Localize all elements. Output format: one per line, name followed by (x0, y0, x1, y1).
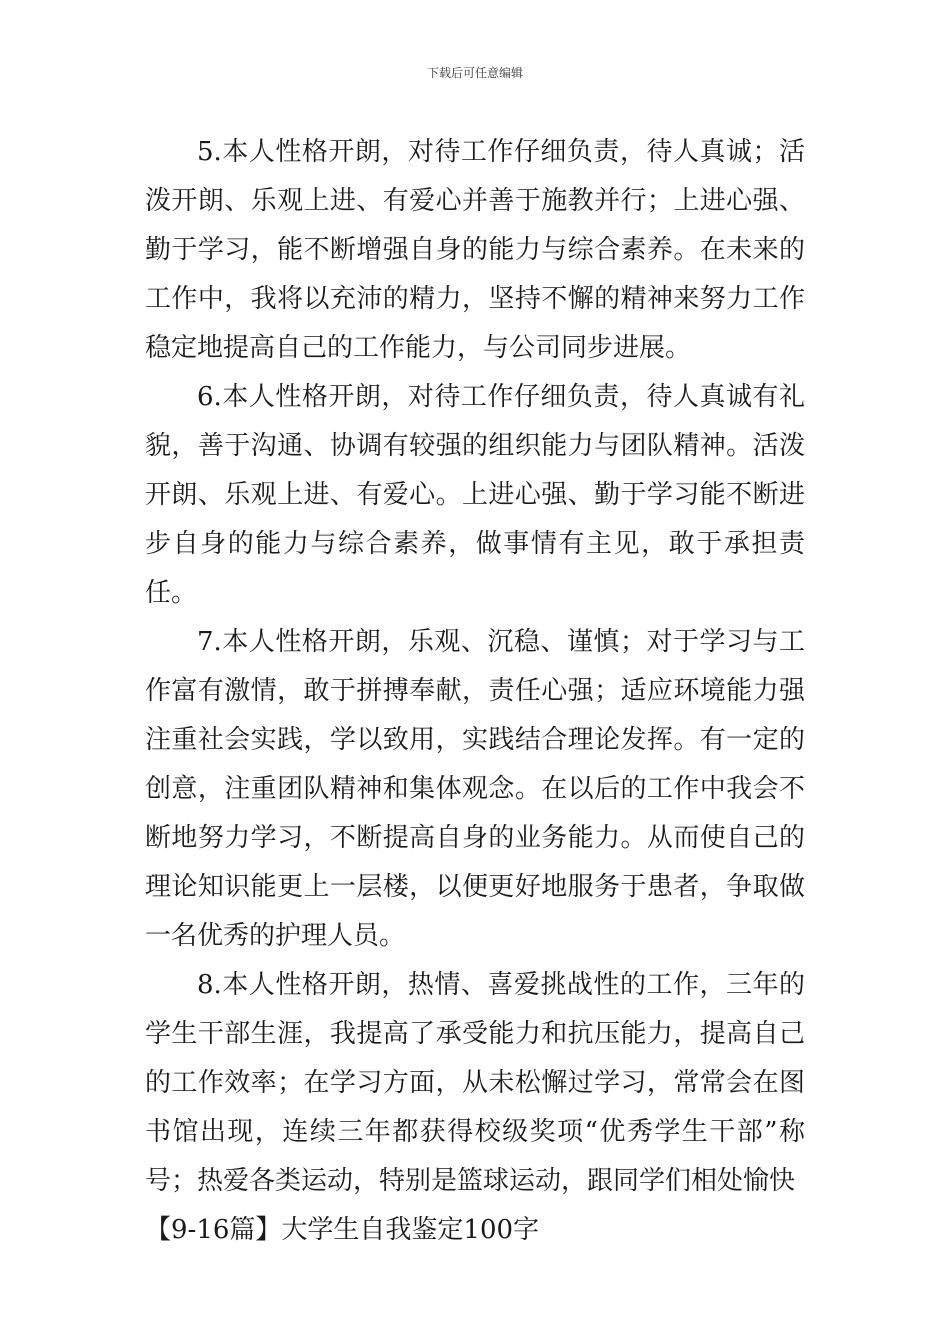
page-header: 下载后可任意编辑 (426, 66, 523, 80)
paragraph-6: 6.本人性格开朗，对待工作仔细负责，待人真诚有礼貌，善于沟通、协调有较强的组织能力与团队精神。活泼开朗、乐观上进、有爱心。上进心强、勤于学习能不断进步自身的能力与综合素养，做事情有主见，敢于承担责任。 (145, 382, 805, 608)
paragraph-7: 7.本人性格开朗，乐观、沉稳、谨慎；对于学习与工作富有激情，敢于拼搏奉献，责任心强；适应环境能力强注重社会实践，学以致用，实践结合理论发挥。有一定的创意，注重团队精神和集体观念。在以后的工作中我会不断地努力学习，不断提高自身的业务能力。从而使自己的理论知识能更上一层楼，以便更好地服务于患者，争取做一名优秀的护理人员。 (145, 627, 805, 951)
paragraph-5: 5.本人性格开朗，对待工作仔细负责，待人真诚；活泼开朗、乐观上进、有爱心并善于施教并行；上进心强、勤于学习，能不断增强自身的能力与综合素养。在未来的工作中，我将以充沛的精力，坚持不懈的精神来努力工作稳定地提高自己的工作能力，与公司同步进展。 (145, 137, 805, 363)
section-heading: 【9-16篇】大学生自我鉴定100字 (145, 1215, 540, 1245)
document-body (145, 128, 805, 1255)
paragraph-8: 8.本人性格开朗，热情、喜爱挑战性的工作，三年的学生干部生涯，我提高了承受能力和抗压能力，提高自己的工作效率；在学习方面，从未松懈过学习，常常会在图书馆出现，连续三年都获得校级奖项“优秀学生干部”称号；热爱各类运动，特别是篮球运动，跟同学们相处愉快 (145, 970, 805, 1196)
